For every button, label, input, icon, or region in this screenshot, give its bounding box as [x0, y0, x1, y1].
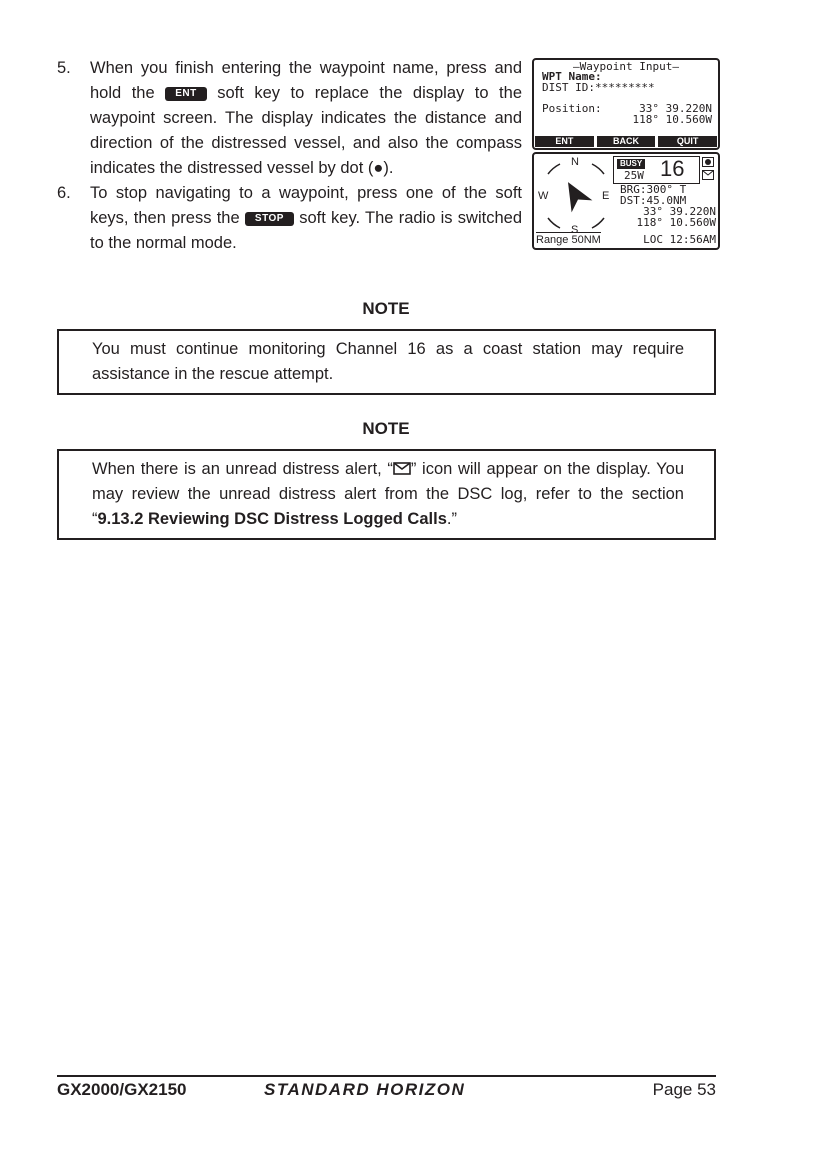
busy-indicator: BUSY	[617, 159, 645, 169]
compass-east: E	[602, 190, 610, 202]
step-5	[57, 56, 522, 181]
bearing-readout: BRG:300° T	[620, 183, 687, 196]
envelope-icon	[702, 170, 714, 180]
step-text: When you finish entering the waypoint name, press and hold the	[90, 59, 522, 102]
distance-readout: DST:45.0NM	[620, 194, 687, 207]
softkey-ent: ENT	[535, 136, 594, 147]
note-text: You must continue monitoring Channel 16 as a coast station may require assistance in the rescue attempt.	[92, 340, 684, 383]
step-text-cont: soft key to replace the display to the waypoint screen. The display indicates the distance and direction of the distressed vessel, and also the compass indicates the distressed vessel by dot (●).	[90, 84, 522, 177]
brand-logo: STANDARD HORIZON	[264, 1080, 466, 1099]
note-text: When there is an unread distress alert, “	[92, 460, 393, 478]
instruction-steps	[57, 56, 522, 256]
step-6	[57, 181, 522, 256]
latitude-readout: 33° 39.220N	[643, 205, 716, 218]
screen-title: –Waypoint Input–	[573, 60, 679, 73]
position-lat: 33° 39.220N	[639, 102, 712, 115]
page-number: Page 53	[652, 1080, 716, 1099]
ent-softkey-label: ENT	[165, 87, 207, 101]
footer-divider	[57, 1075, 716, 1077]
compass-west: W	[538, 190, 549, 202]
note-title: NOTE	[362, 419, 410, 438]
channel-box	[613, 156, 700, 184]
dual-watch-icon	[702, 157, 714, 167]
softkey-quit: QUIT	[658, 136, 717, 147]
position-lon: 118° 10.560W	[632, 113, 712, 126]
dist-id-field: DIST ID:*********	[542, 81, 655, 94]
stop-softkey-label: STOP	[245, 212, 294, 226]
position-label: Position:	[542, 102, 602, 115]
power-level: 25W	[624, 169, 644, 182]
waypoint-input-screen	[532, 58, 720, 150]
note-text-cont: ” icon will appear on the display. You may review the unread distress alert from the DSC log, refer to the section “	[92, 460, 684, 528]
step-number: 6.	[57, 184, 71, 202]
footer-model: GX2000/GX2150	[57, 1080, 187, 1099]
note-title: NOTE	[362, 299, 410, 318]
longitude-readout: 118° 10.560W	[636, 216, 716, 229]
wpt-name-label: WPT Name:	[542, 70, 602, 83]
range-readout: Range 50NM	[536, 234, 601, 246]
section-reference: 9.13.2 Reviewing DSC Distress Logged Calls	[97, 510, 447, 528]
waypoint-navigation-screen	[532, 152, 720, 250]
step-text: To stop navigating to a waypoint, press one of the soft keys, then press the	[90, 184, 522, 227]
note-box	[57, 449, 716, 540]
compass-south: S	[571, 224, 579, 236]
note-text-end: .”	[446, 510, 457, 528]
step-text-cont: soft key. The radio is switched to the normal mode.	[90, 209, 522, 252]
compass-north: N	[571, 156, 579, 168]
note-box	[57, 329, 716, 395]
step-number: 5.	[57, 59, 71, 77]
softkey-row	[535, 136, 717, 147]
channel-number: 16	[660, 156, 685, 181]
softkey-back: BACK	[597, 136, 656, 147]
envelope-icon	[393, 462, 411, 475]
time-readout: LOC 12:56AM	[643, 233, 716, 246]
